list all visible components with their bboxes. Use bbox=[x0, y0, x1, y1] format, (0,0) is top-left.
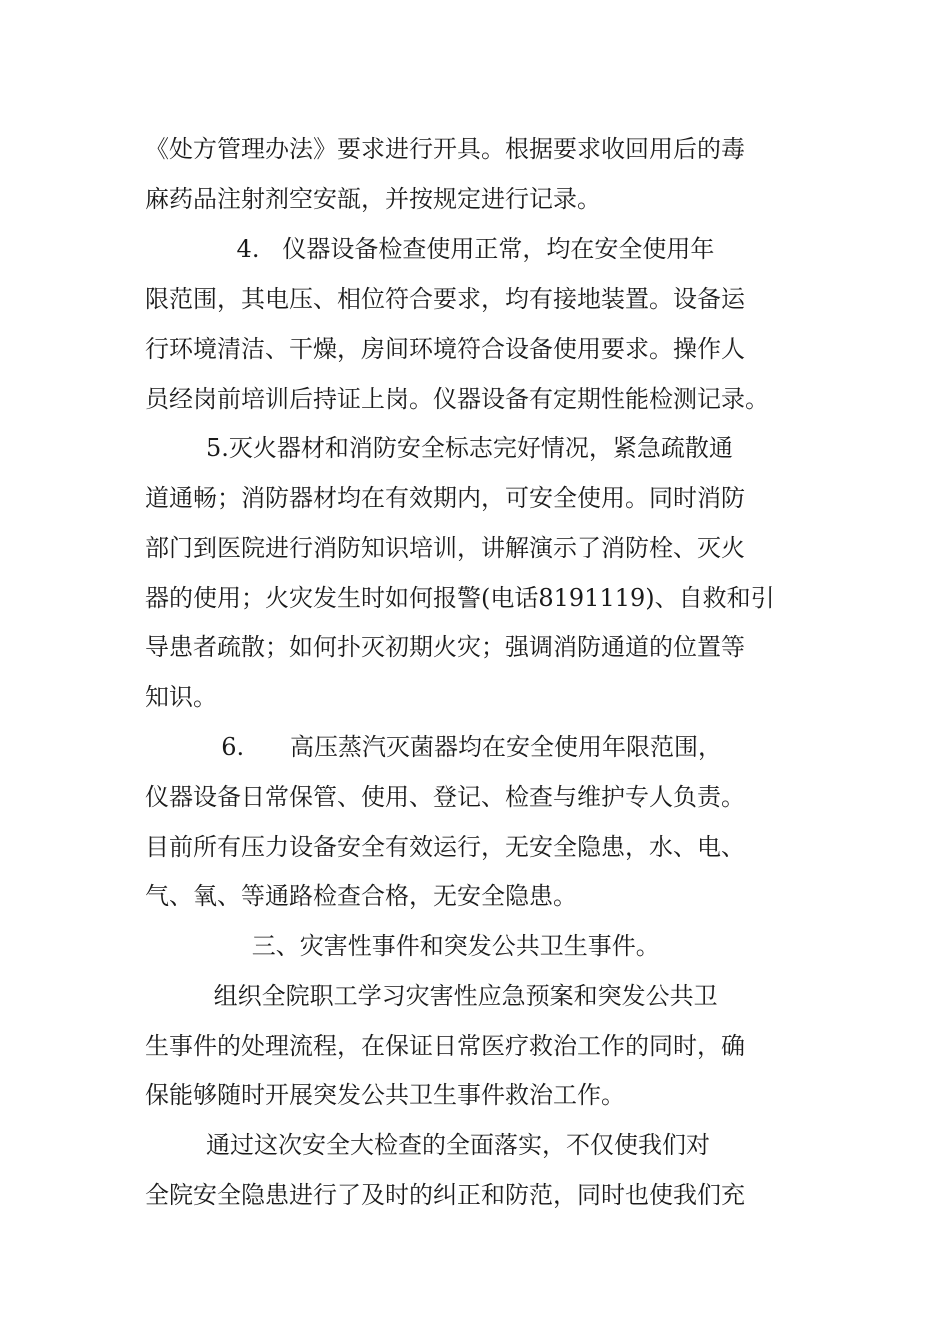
text-line: 器的使用；火灾发生时如何报警(电话8191119)、自救和引 bbox=[145, 584, 775, 612]
text-line: 气、氧、等通路检查合格，无安全隐患。 bbox=[145, 882, 577, 910]
text-line: 《处方管理办法》要求进行开具。根据要求收回用后的毒 bbox=[145, 135, 745, 163]
text-line: 道通畅；消防器材均在有效期内，可安全使用。同时消防 bbox=[145, 484, 745, 512]
text-line: 通过这次安全大检查的全面落实，不仅使我们对 bbox=[145, 1131, 711, 1159]
text-line: 导患者疏散；如何扑灭初期火灾；强调消防通道的位置等 bbox=[145, 633, 745, 661]
text-line: 6. 高压蒸汽灭菌器均在安全使用年限范围， bbox=[145, 733, 722, 761]
text-line: 全院安全隐患进行了及时的纠正和防范，同时也使我们充 bbox=[145, 1181, 745, 1209]
text-line: 知识。 bbox=[145, 683, 217, 711]
text-line: 5.灭火器材和消防安全标志完好情况，紧急疏散通 bbox=[145, 434, 733, 462]
text-line: 组织全院职工学习灾害性应急预案和突发公共卫 bbox=[145, 982, 718, 1010]
text-line: 限范围，其电压、相位符合要求，均有接地装置。设备运 bbox=[145, 285, 745, 313]
text-line: 保能够随时开展突发公共卫生事件救治工作。 bbox=[145, 1081, 625, 1109]
text-line: 部门到医院进行消防知识培训，讲解演示了消防栓、灭火 bbox=[145, 534, 745, 562]
text-line: 生事件的处理流程，在保证日常医疗救治工作的同时，确 bbox=[145, 1032, 745, 1060]
text-line: 4. 仪器设备检查使用正常，均在安全使用年 bbox=[145, 235, 715, 263]
text-line: 行环境清洁、干燥，房间环境符合设备使用要求。操作人 bbox=[145, 335, 745, 363]
text-line: 麻药品注射剂空安瓿，并按规定进行记录。 bbox=[145, 185, 601, 213]
text-line: 仪器设备日常保管、使用、登记、检查与维护专人负责。 bbox=[145, 783, 745, 811]
text-line: 员经岗前培训后持证上岗。仪器设备有定期性能检测记录。 bbox=[145, 385, 769, 413]
text-line: 三、灾害性事件和突发公共卫生事件。 bbox=[145, 932, 660, 960]
text-line: 目前所有压力设备安全有效运行，无安全隐患，水、电、 bbox=[145, 833, 745, 861]
